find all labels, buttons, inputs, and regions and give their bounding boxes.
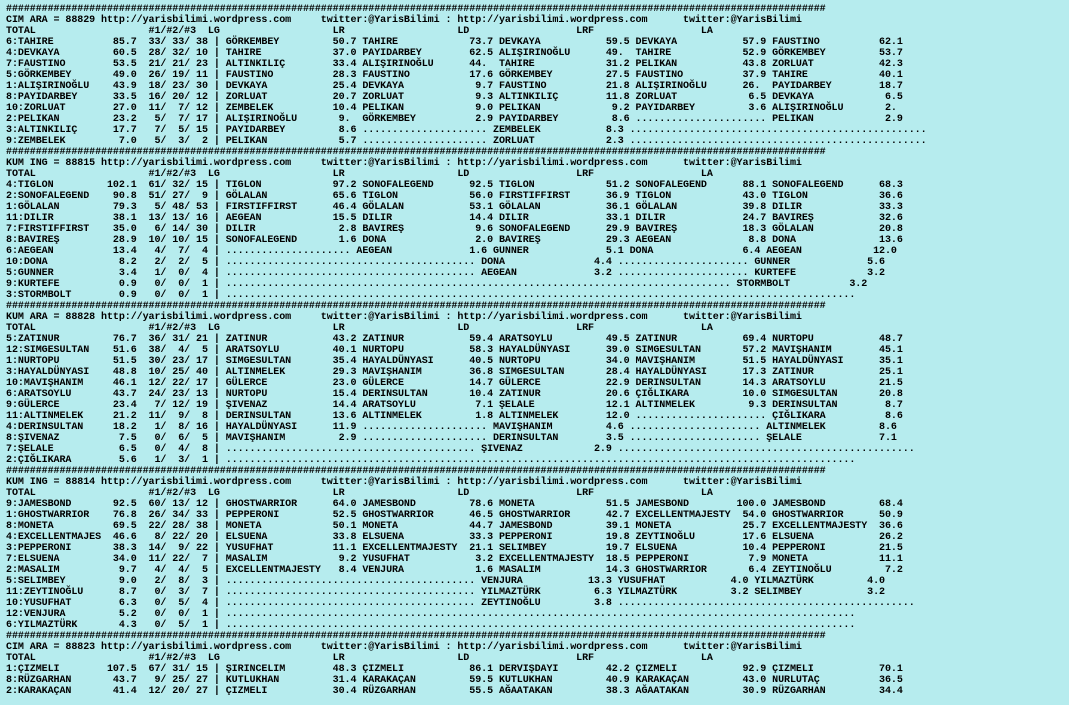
separator-line: ########################################################################################################################################## [6,4,826,15]
ranking-row: 1:GÖLALAN 79.3 5/ 48/ 53 | FIRSTIFFIRST 46.4 GÖLALAN 53.1 GÖLALAN 36.1 GÖLALAN 39.8 DILIR 33.3 [6,202,903,213]
ranking-row: 5:ZATINUR 76.7 36/ 31/ 21 | ZATINUR 43.2 ZATINUR 59.4 ARATSOYLU 49.5 ZATINUR 69.4 NURTOPU 48.7 [6,334,903,345]
ranking-row: 9:ZEMBELEK 7.0 5/ 3/ 2 | PELIKAN 5.7 ..................... ZORLUAT 2.3 .................................................. [6,136,927,147]
ranking-row: 12:VENJURA 5.2 0/ 0/ 1 | .......................................................................................................... [6,609,856,620]
ranking-row: 4:TIGLON 102.1 61/ 32/ 15 | TIGLON 97.2 SONOFALEGEND 92.5 TIGLON 51.2 SONOFALEGEND 88.1 SONOFALEGEND 68.3 [6,180,903,191]
column-header-line: TOTAL #1/#2/#3 LG LR LD LRF LA [6,323,713,334]
ranking-row: 10:ZORLUAT 27.0 11/ 7/ 12 | ZEMBELEK 10.4 PELIKAN 9.0 PELIKAN 9.2 PAYIDARBEY 3.6 ALIŞIRINOĞLU 2. [6,103,897,114]
race-header-line: KUM ING = 88814 http://yarisbilimi.wordpress.com twitter:@YarisBilimi : http://yarisbilimi.wordpress.com twitter:@YarisBilimi [6,477,802,488]
ranking-row: 7:FAUSTINO 53.5 21/ 21/ 23 | ALTINKILIÇ 33.4 ALIŞIRINOĞLU 44. TAHIRE 31.2 PELIKAN 43.8 ZORLUAT 42.3 [6,59,903,70]
ranking-row: 11:ALTINMELEK 21.2 11/ 9/ 8 | DERINSULTAN 13.6 ALTINMELEK 1.8 ALTINMELEK 12.0 ...................... ÇIĞLIKARA 8.6 [6,411,903,422]
ranking-row: 3:ALTINKILIÇ 17.7 7/ 5/ 15 | PAYIDARBEY 8.6 ..................... ZEMBELEK 8.3 .................................................. [6,125,927,136]
ranking-row: 12:SIMGESULTAN 51.6 38/ 4/ 5 | ARATSOYLU 40.1 NURTOPU 58.3 HAYALDÜNYASI 39.0 SIMGESULTAN 57.2 MAVIŞHANIM 45.1 [6,345,903,356]
ranking-row: 1:ALIŞIRINOĞLU 43.9 18/ 23/ 30 | DEVKAYA 25.4 DEVKAYA 9.7 FAUSTINO 21.8 ALIŞIRINOĞLU 26. PAYIDARBEY 18.7 [6,81,903,92]
ranking-row: 2:MASALIM 9.7 4/ 4/ 5 | EXCELLENTMAJESTY 8.4 VENJURA 1.6 MASALIM 14.3 GHOSTWARRIOR 6.4 ZEYTINOĞLU 7.2 [6,565,903,576]
ranking-row: 6:YILMAZTÜRK 4.3 0/ 5/ 1 | .......................................................................................................... [6,620,856,631]
ranking-row: 9:JAMESBOND 92.5 60/ 13/ 12 | GHOSTWARRIOR 64.0 JAMESBOND 78.6 MONETA 51.5 JAMESBOND 100.0 JAMESBOND 68.4 [6,499,903,510]
separator-line: ########################################################################################################################################## [6,301,826,312]
ranking-row: 5:GUNNER 3.4 1/ 0/ 4 | .......................................... AEGEAN 3.2 ...................... KURTEFE 3.2 [6,268,885,279]
ranking-row: 4:DERINSULTAN 18.2 1/ 8/ 16 | HAYALDÜNYASI 11.9 ..................... MAVIŞHANIM 4.6 ...................... ALTINMELEK 8.6 [6,422,897,433]
ranking-row: 10:YUSUFHAT 6.3 0/ 5/ 4 | .......................................... ZEYTINOĞLU 3.8 .................................................. [6,598,915,609]
ranking-row: 8:ŞIVENAZ 7.5 0/ 6/ 5 | MAVIŞHANIM 2.9 ..................... DERINSULTAN 3.5 ...................... ŞELALE 7.1 [6,433,897,444]
separator-line: ########################################################################################################################################## [6,466,826,477]
ranking-row: 1:GHOSTWARRIOR 76.8 26/ 34/ 33 | PEPPERONI 52.5 GHOSTWARRIOR 46.5 GHOSTWARRIOR 42.7 EXCELLENTMAJESTY 54.0 GHOSTWARRIOR 50.9 [6,510,903,521]
ranking-row: 10:MAVIŞHANIM 46.1 12/ 22/ 17 | GÜLERCE 23.0 GÜLERCE 14.7 GÜLERCE 22.9 DERINSULTAN 14.3 ARATSOYLU 21.5 [6,378,903,389]
ranking-row: 1:ÇIZMELI 107.5 67/ 31/ 15 | ŞIRINCELIM 48.3 ÇIZMELI 86.1 DERVIŞDAYI 42.2 ÇIZMELI 92.9 ÇIZMELI 70.1 [6,664,903,675]
race-header-line: KUM ARA = 88828 http://yarisbilimi.wordpress.com twitter:@YarisBilimi : http://yarisbilimi.wordpress.com twitter:@YarisBilimi [6,312,802,323]
ranking-row: 2:PELIKAN 23.2 5/ 7/ 17 | ALIŞIRINOĞLU 9. GÖRKEMBEY 2.9 PAYIDARBEY 8.6 ...................... PELIKAN 2.9 [6,114,903,125]
ranking-row: 6:AEGEAN 13.4 4/ 7/ 4 | ..................... AEGEAN 1.6 GUNNER 5.1 DONA 6.4 AEGEAN 12.0 [6,246,897,257]
ranking-row: 8:MONETA 69.5 22/ 28/ 38 | MONETA 50.1 MONETA 44.7 JAMESBOND 39.1 MONETA 25.7 EXCELLENTMAJESTY 36.6 [6,521,903,532]
ranking-row: 8:PAYIDARBEY 33.5 16/ 20/ 12 | ZORLUAT 20.7 ZORLUAT 9.3 ALTINKILIÇ 11.8 ZORLUAT 6.5 DEVKAYA 6.5 [6,92,903,103]
ranking-row: 7:ELSUENA 34.0 11/ 22/ 7 | MASALIM 9.2 YUSUFHAT 3.2 EXCELLENTMAJESTY 18.5 PEPPERONI 7.9 MONETA 11.1 [6,554,903,565]
ranking-row: 11:DILIR 38.1 13/ 13/ 16 | AEGEAN 15.5 DILIR 14.4 DILIR 33.1 DILIR 24.7 BAVIREŞ 32.6 [6,213,903,224]
ranking-row: 2:ÇIĞLIKARA 5.6 1/ 3/ 1 | .......................................................................................................... [6,455,856,466]
separator-line: ########################################################################################################################################## [6,147,826,158]
ranking-row: 7:ŞELALE 6.5 0/ 4/ 8 | .......................................... ŞIVENAZ 2.9 .................................................. [6,444,915,455]
race-header-line: CIM ARA = 88823 http://yarisbilimi.wordpress.com twitter:@YarisBilimi : http://yarisbilimi.wordpress.com twitter:@YarisBilimi [6,642,802,653]
column-header-line: TOTAL #1/#2/#3 LG LR LD LRF LA [6,488,713,499]
ranking-row: 8:RÜZGARHAN 43.7 9/ 25/ 27 | KUTLUKHAN 31.4 KARAKAÇAN 59.5 KUTLUKHAN 40.9 KARAKAÇAN 43.0 NURLUTAÇ 36.5 [6,675,903,686]
ranking-row: 6:TAHIRE 85.7 33/ 33/ 38 | GÖRKEMBEY 50.7 TAHIRE 73.7 DEVKAYA 59.5 DEVKAYA 57.9 FAUSTINO 62.1 [6,37,903,48]
column-header-line: TOTAL #1/#2/#3 LG LR LD LRF LA [6,26,713,37]
ranking-row: 1:NURTOPU 51.5 30/ 23/ 17 | SIMGESULTAN 35.4 HAYALDÜNYASI 40.5 NURTOPU 34.0 MAVIŞHANIM 51.5 HAYALDÜNYASI 35.1 [6,356,903,367]
ranking-row: 2:KARAKAÇAN 41.4 12/ 20/ 27 | ÇIZMELI 30.4 RÜZGARHAN 55.5 AĞAATAKAN 38.3 AĞAATAKAN 30.9 RÜZGARHAN 34.4 [6,686,903,697]
ranking-row: 11:ZEYTINOĞLU 8.7 0/ 3/ 7 | .......................................... YILMAZTÜRK 6.3 YILMAZTÜRK 3.2 SELIMBEY 3.2 [6,587,885,598]
column-header-line: TOTAL #1/#2/#3 LG LR LD LRF LA [6,653,713,664]
ranking-row: 5:GÖRKEMBEY 49.0 26/ 19/ 11 | FAUSTINO 28.3 FAUSTINO 17.6 GÖRKEMBEY 27.5 FAUSTINO 37.9 TAHIRE 40.1 [6,70,903,81]
column-header-line: TOTAL #1/#2/#3 LG LR LD LRF LA [6,169,713,180]
ranking-row: 3:PEPPERONI 38.3 14/ 9/ 22 | YUSUFHAT 11.1 EXCELLENTMAJESTY 21.1 SELIMBEY 19.7 ELSUENA 10.4 PEPPERONI 21.5 [6,543,903,554]
ranking-row: 10:DONA 8.2 2/ 2/ 5 | .......................................... DONA 4.4 ...................... GUNNER 5.6 [6,257,885,268]
ranking-row: 4:EXCELLENTMAJES 46.6 8/ 22/ 20 | ELSUENA 33.8 ELSUENA 33.3 PEPPERONI 19.8 ZEYTINOĞLU 17.6 ELSUENA 26.2 [6,532,903,543]
ranking-row: 3:HAYALDÜNYASI 48.8 10/ 25/ 40 | ALTINMELEK 29.3 MAVIŞHANIM 36.8 SIMGESULTAN 28.4 HAYALDÜNYASI 17.3 ZATINUR 25.1 [6,367,903,378]
ranking-row: 9:KURTEFE 0.9 0/ 0/ 1 | ..................................................................................... STORMBOLT 3.2 [6,279,868,290]
ranking-row: 3:STORMBOLT 0.9 0/ 0/ 1 | .......................................................................................................... [6,290,856,301]
ranking-row: 4:DEVKAYA 60.5 28/ 32/ 10 | TAHIRE 37.0 PAYIDARBEY 62.5 ALIŞIRINOĞLU 49. TAHIRE 52.9 GÖRKEMBEY 53.7 [6,48,903,59]
ranking-row: 7:FIRSTIFFIRST 35.0 6/ 14/ 30 | DILIR 2.8 BAVIREŞ 9.6 SONOFALEGEND 29.9 BAVIREŞ 18.3 GÖLALAN 20.8 [6,224,903,235]
ranking-row: 2:SONOFALEGEND 90.8 51/ 27/ 9 | GÖLALAN 65.6 TIGLON 56.0 FIRSTIFFIRST 36.9 TIGLON 43.0 TIGLON 36.6 [6,191,903,202]
ranking-row: 6:ARATSOYLU 43.7 24/ 23/ 13 | NURTOPU 15.4 DERINSULTAN 10.4 ZATINUR 20.6 ÇIĞLIKARA 10.0 SIMGESULTAN 20.8 [6,389,903,400]
ranking-row: 8:BAVIREŞ 28.9 10/ 10/ 15 | SONOFALEGEND 1.6 DONA 2.0 BAVIREŞ 29.3 AEGEAN 8.8 DONA 13.6 [6,235,903,246]
race-header-line: KUM ING = 88815 http://yarisbilimi.wordpress.com twitter:@YarisBilimi : http://yarisbilimi.wordpress.com twitter:@YarisBilimi [6,158,802,169]
ranking-row: 5:SELIMBEY 9.0 2/ 8/ 3 | .......................................... VENJURA 13.3 YUSUFHAT 4.0 YILMAZTÜRK 4.0 [6,576,885,587]
separator-line: ########################################################################################################################################## [6,631,826,642]
ranking-row: 9:GÜLERCE 23.4 7/ 12/ 19 | ŞIVENAZ 14.4 ARATSOYLU 7.1 ŞELALE 12.1 ALTINMELEK 9.3 DERINSULTAN 8.7 [6,400,903,411]
race-header-line: CIM ARA = 88829 http://yarisbilimi.wordpress.com twitter:@YarisBilimi : http://yarisbilimi.wordpress.com twitter:@YarisBilimi [6,15,802,26]
